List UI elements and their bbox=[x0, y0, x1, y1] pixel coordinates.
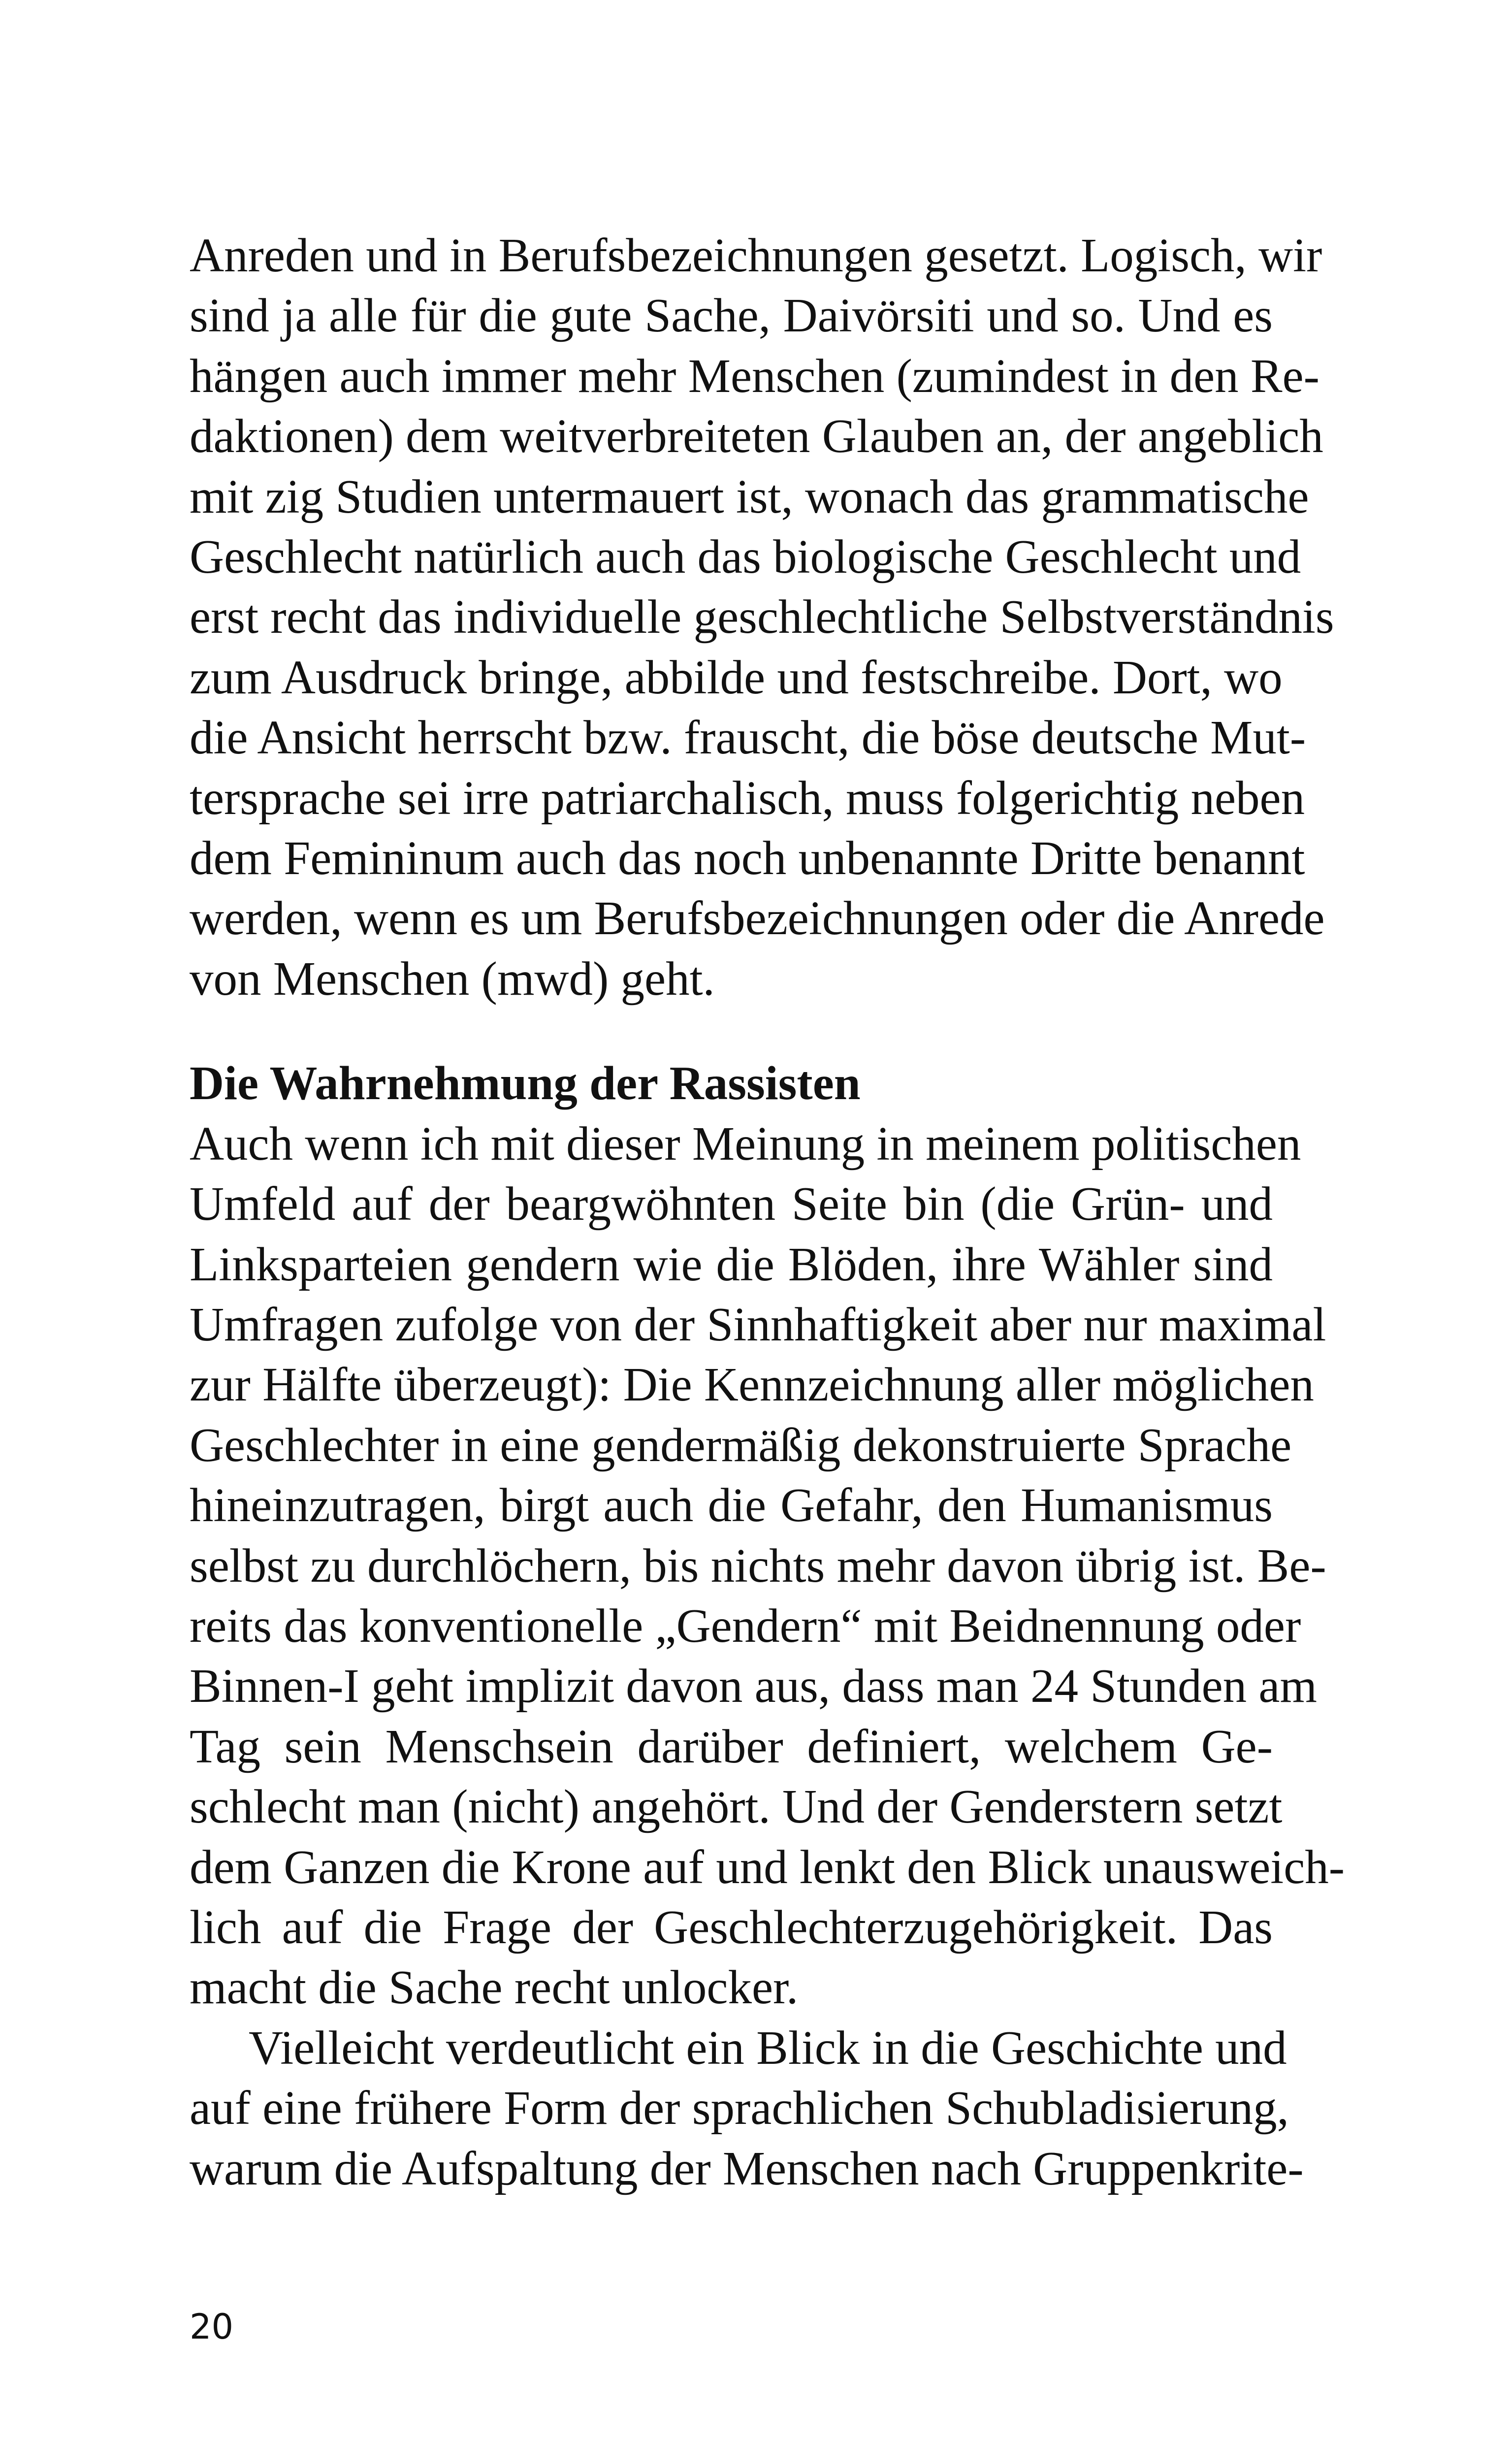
text-line: Tag sein Menschsein darüber definiert, welchem Ge- bbox=[190, 1720, 1273, 1773]
text-line: Anreden und in Berufsbezeichnungen gesetzt. Logisch, wir bbox=[190, 229, 1322, 282]
text-line: Umfragen zufolge von der Sinnhaftigkeit aber nur maximal bbox=[190, 1298, 1326, 1351]
text-line: mit zig Studien untermauert ist, wonach das grammatische bbox=[190, 470, 1309, 523]
text-line: reits das konventionelle „Gendern“ mit Beidnennung oder bbox=[190, 1599, 1301, 1652]
text-line: Vielleicht verdeutlicht ein Blick in die Geschichte und bbox=[249, 2021, 1287, 2074]
text-line: dem Ganzen die Krone auf und lenkt den Blick unausweich- bbox=[190, 1840, 1345, 1893]
text-line: hängen auch immer mehr Menschen (zumindest in den Re- bbox=[190, 349, 1319, 402]
text-line: erst recht das individuelle geschlechtliche Selbstverständnis bbox=[190, 590, 1334, 644]
text-line: Auch wenn ich mit dieser Meinung in meinem politischen bbox=[190, 1117, 1301, 1170]
text-line: zur Hälfte überzeugt): Die Kennzeichnung aller möglichen bbox=[190, 1358, 1314, 1411]
text-line: die Ansicht herrscht bzw. frauscht, die böse deutsche Mut- bbox=[190, 711, 1306, 764]
text-line: zum Ausdruck bringe, abbilde und festschreibe. Dort, wo bbox=[190, 651, 1283, 704]
paragraph-3 bbox=[190, 2018, 1304, 2199]
text-line: auf eine frühere Form der sprachlichen Schubladisierung, bbox=[190, 2082, 1289, 2135]
text-line: selbst zu durchlöchern, bis nichts mehr davon übrig ist. Be- bbox=[190, 1539, 1326, 1592]
text-line: daktionen) dem weitverbreiteten Glauben an, der angeblich bbox=[190, 410, 1323, 463]
text-line: werden, wenn es um Berufsbezeichnungen oder die Anrede bbox=[190, 892, 1325, 945]
section-heading: Die Wahrnehmung der Rassisten bbox=[190, 1057, 861, 1110]
text-line: lich auf die Frage der Geschlechterzugehörigkeit. Das bbox=[190, 1900, 1273, 1954]
text-line: dem Femininum auch das noch unbenannte Dritte benannt bbox=[190, 832, 1305, 885]
text-line: sind ja alle für die gute Sache, Daivörsiti und so. Und es bbox=[190, 289, 1273, 342]
text-line: macht die Sache recht unlocker. bbox=[190, 1961, 799, 2014]
text-line: Umfeld auf der beargwöhnten Seite bin (die Grün- und bbox=[190, 1177, 1273, 1231]
text-line: Binnen-I geht implizit davon aus, dass man 24 Stunden am bbox=[190, 1660, 1317, 1713]
text-line: tersprache sei irre patriarchalisch, muss folgerichtig neben bbox=[190, 771, 1305, 824]
text-line: Linksparteien gendern wie die Blöden, ihre Wähler sind bbox=[190, 1238, 1273, 1291]
paragraph-2 bbox=[190, 1114, 1345, 2018]
body-text bbox=[190, 226, 1345, 2199]
page-number: 20 bbox=[190, 2307, 234, 2347]
text-line: warum die Aufspaltung der Menschen nach Gruppenkrite- bbox=[190, 2142, 1304, 2195]
paragraph-1 bbox=[190, 226, 1334, 1009]
text-line: schlecht man (nicht) angehört. Und der Genderstern setzt bbox=[190, 1780, 1283, 1833]
text-line: Geschlecht natürlich auch das biologische Geschlecht und bbox=[190, 530, 1301, 584]
text-line: hineinzutragen, birgt auch die Gefahr, den Humanismus bbox=[190, 1479, 1273, 1532]
text-line: von Menschen (mwd) geht. bbox=[190, 952, 715, 1005]
text-line: Geschlechter in eine gendermäßig dekonstruierte Sprache bbox=[190, 1418, 1292, 1471]
